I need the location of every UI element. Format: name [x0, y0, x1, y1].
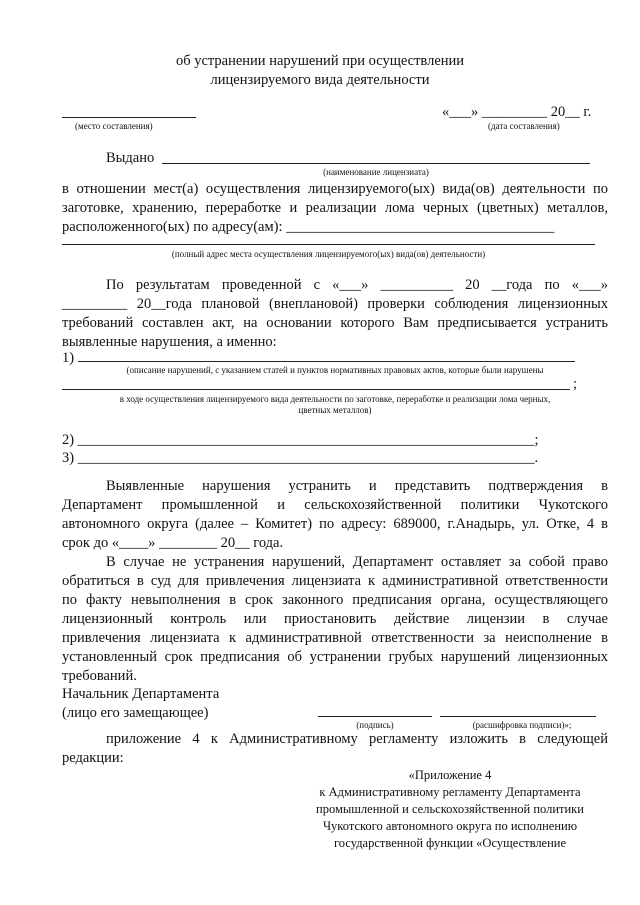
address-caption: (полный адрес места осуществления лицензируемого(ых) вида(ов) деятельности) — [171, 249, 486, 259]
licensee-field-line — [162, 163, 590, 164]
violation-item-3: 3) _______________________________________________________________. — [62, 450, 539, 466]
warning-line1: В случае не устранения нарушений, Департамент оставляет за собой право — [106, 554, 608, 570]
appendix-line2: редакции: — [62, 750, 124, 766]
appendix-header-line4: Чукотского автономного округа по исполнению — [322, 819, 578, 833]
place-caption: (место составления) — [75, 121, 153, 131]
inspection-line4: выявленные нарушения, а именно: — [62, 334, 277, 350]
licensee-caption: (наименование лицензиата) — [323, 167, 429, 177]
issued-label: Выдано — [106, 150, 155, 166]
decode-line — [440, 716, 596, 717]
date-field: «___» _________ 20__ г. — [442, 104, 592, 120]
warning-line3: по факту невыполнения в срок законного предписания органа, осуществляющего — [62, 592, 608, 608]
appendix-line1: приложение 4 к Административному регламенту изложить в следующей — [106, 731, 608, 747]
violation-caption-3: цветных металлов) — [298, 405, 372, 415]
violation-item-2: 2) _______________________________________________________________; — [62, 432, 539, 448]
doc-title-line1: об устранении нарушений при осуществлении — [175, 53, 465, 69]
eliminate-line3: автономного округа (далее – Комитет) по адресу: 689000, г.Анадырь, ул. Отке, 4 в — [62, 516, 608, 532]
violation-1-line2 — [62, 389, 570, 390]
violation-1-line — [78, 361, 575, 362]
violation-item-1: 1) — [62, 350, 75, 366]
eliminate-line4: срок до «____» ________ 20__ года. — [62, 535, 284, 551]
sign-caption: (подпись) — [356, 720, 394, 730]
warning-line7: требований. — [62, 668, 137, 684]
violation-caption-2: в ходе осуществления лицензируемого вида деятельности по заготовке, переработке и реализации лома черных, — [119, 394, 551, 404]
appendix-header-line5: государственной функции «Осуществление — [333, 836, 567, 850]
relation-line2: заготовке, хранению, переработке и реализации лома черных (цветных) металлов, — [62, 200, 608, 216]
relation-line1: в отношении мест(а) осуществления лицензируемого(ых) вида(ов) деятельности по — [62, 181, 608, 197]
eliminate-line1: Выявленные нарушения устранить и представить подтверждения в — [106, 478, 608, 494]
decode-caption: (расшифровка подписи)»; — [472, 720, 572, 730]
violation-semicolon: ; — [573, 376, 578, 392]
sign-line — [318, 716, 432, 717]
violation-caption-1: (описание нарушений, с указанием статей и пунктов нормативных правовых актов, которые были нарушены — [126, 365, 544, 375]
signature-deputy: (лицо его замещающее) — [62, 705, 209, 721]
place-field-line — [62, 117, 196, 118]
appendix-header-line3: промышленной и сельскохозяйственной политики — [316, 802, 584, 816]
date-caption: (дата составления) — [488, 121, 560, 131]
inspection-line2: _________ 20__года плановой (внеплановой) проверки соблюдения лицензионных — [62, 296, 608, 312]
inspection-line1: По результатам проведенной с «___» __________ 20 __года по «___» — [106, 277, 608, 293]
appendix-header-line1: «Приложение 4 — [408, 768, 492, 782]
warning-line4: лицензионный контроль или приостановить действие лицензии в случае — [62, 611, 608, 627]
warning-line6: установленный срок предписания об устранении грубых нарушений лицензионных — [62, 649, 608, 665]
relation-line3: расположенного(ых) по адресу(ам): _____________________________________ — [62, 219, 555, 235]
appendix-header-line2: к Административному регламенту Департамента — [319, 785, 581, 799]
warning-line5: привлечения лицензиата к административной ответственности за неисполнение в — [62, 630, 608, 646]
warning-line2: обратиться в суд для привлечения лицензиата к административной ответственности — [62, 573, 608, 589]
address-field-line — [62, 244, 595, 245]
signature-head: Начальник Департамента — [62, 686, 220, 702]
inspection-line3: требований составлен акт, на основании которого Вам предписывается устранить — [62, 315, 608, 331]
doc-title-line2: лицензируемого вида деятельности — [210, 72, 430, 88]
eliminate-line2: Департамент промышленной и сельскохозяйственной политики Чукотского — [62, 497, 608, 513]
